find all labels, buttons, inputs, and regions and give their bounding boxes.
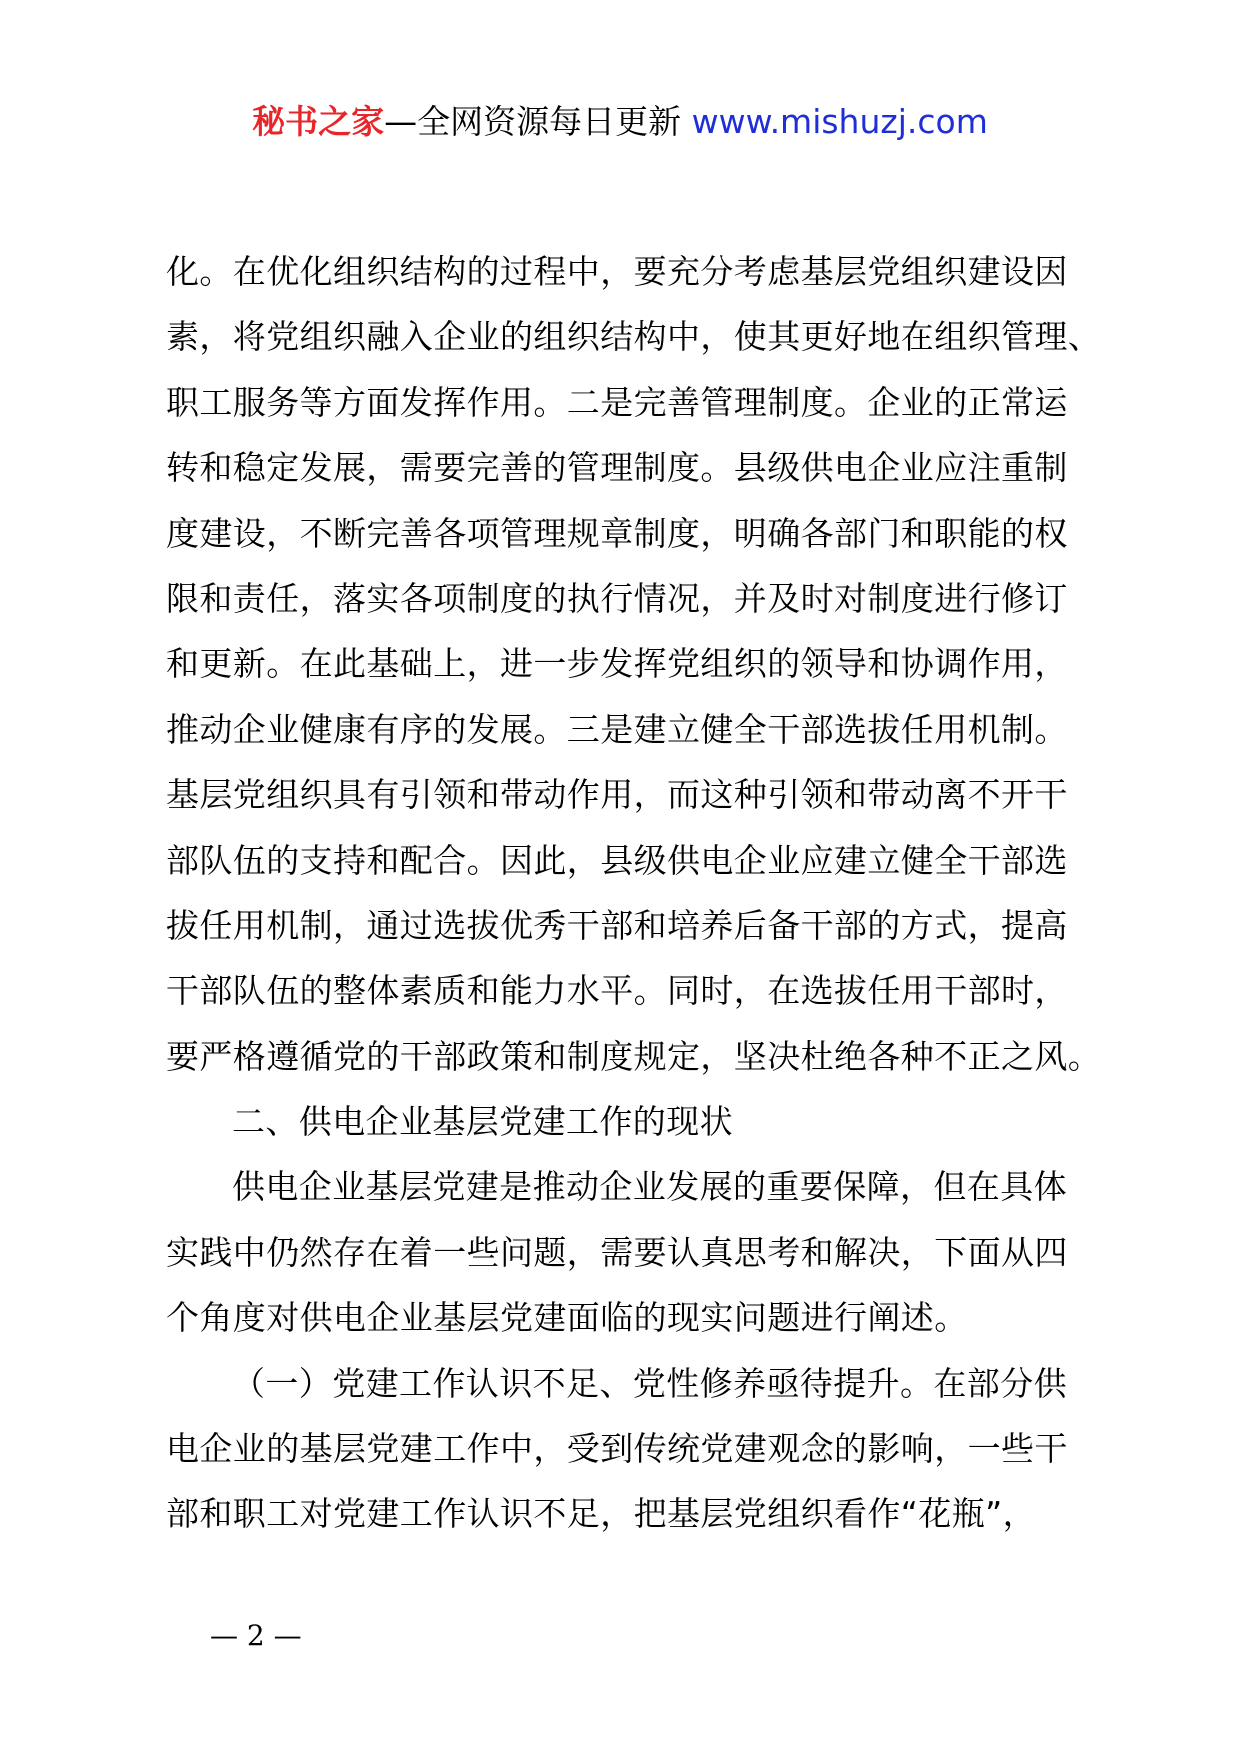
text-line: 电企业的基层党建工作中，受到传统党建观念的影响，一些干	[166, 1429, 1068, 1469]
text-line: 转和稳定发展，需要完善的管理制度。县级供电企业应注重制	[166, 448, 1068, 488]
text-line: 化。在优化组织结构的过程中，要充分考虑基层党组织建设因	[166, 252, 1068, 291]
brand-name: 秘书之家	[252, 102, 385, 141]
text-line: 职工服务等方面发挥作用。二是完善管理制度。企业的正常运	[166, 382, 1068, 422]
text-line: 干部队伍的整体素质和能力水平。同时，在选拔任用干部时，	[166, 971, 1068, 1011]
text-line: 部队伍的支持和配合。因此，县级供电企业应建立健全干部选	[166, 840, 1068, 880]
section-heading: 二、供电企业基层党建工作的现状	[232, 1102, 733, 1142]
site-header	[0, 100, 1240, 144]
text-line: 供电企业基层党建是推动企业发展的重要保障，但在具体	[232, 1167, 1067, 1207]
text-line: 度建设，不断完善各项管理规章制度，明确各部门和职能的权	[166, 513, 1068, 553]
subsection-heading: （一）党建工作认识不足、党性修养亟待提升。在部分供	[232, 1363, 1067, 1403]
text-line: 拔任用机制，通过选拔优秀干部和培养后备干部的方式，提高	[166, 905, 1068, 945]
text-line: 个角度对供电企业基层党建面临的现实问题进行阐述。	[166, 1298, 968, 1338]
header-slogan: —全网资源每日更新	[384, 102, 692, 141]
text-line: 部和职工对党建工作认识不足，把基层党组织看作“花瓶”，	[166, 1494, 1036, 1534]
text-line: 基层党组织具有引领和带动作用，而这种引领和带动离不开干	[166, 775, 1068, 815]
text-line: 和更新。在此基础上，进一步发挥党组织的领导和协调作用，	[166, 644, 1068, 684]
text-line: 推动企业健康有序的发展。三是建立健全干部选拔任用机制。	[166, 709, 1068, 749]
page-number: — 2 —	[210, 1619, 302, 1652]
text-line: 实践中仍然存在着一些问题，需要认真思考和解决，下面从四	[166, 1232, 1068, 1272]
body-text	[166, 239, 1102, 1547]
site-url-link[interactable]: www.mishuzj.com	[691, 102, 988, 141]
text-line: 限和责任，落实各项制度的执行情况，并及时对制度进行修订	[166, 578, 1068, 618]
text-line: 素，将党组织融入企业的组织结构中，使其更好地在组织管理、	[166, 317, 1102, 357]
text-line: 要严格遵循党的干部政策和制度规定，坚决杜绝各种不正之风。	[166, 1036, 1102, 1076]
